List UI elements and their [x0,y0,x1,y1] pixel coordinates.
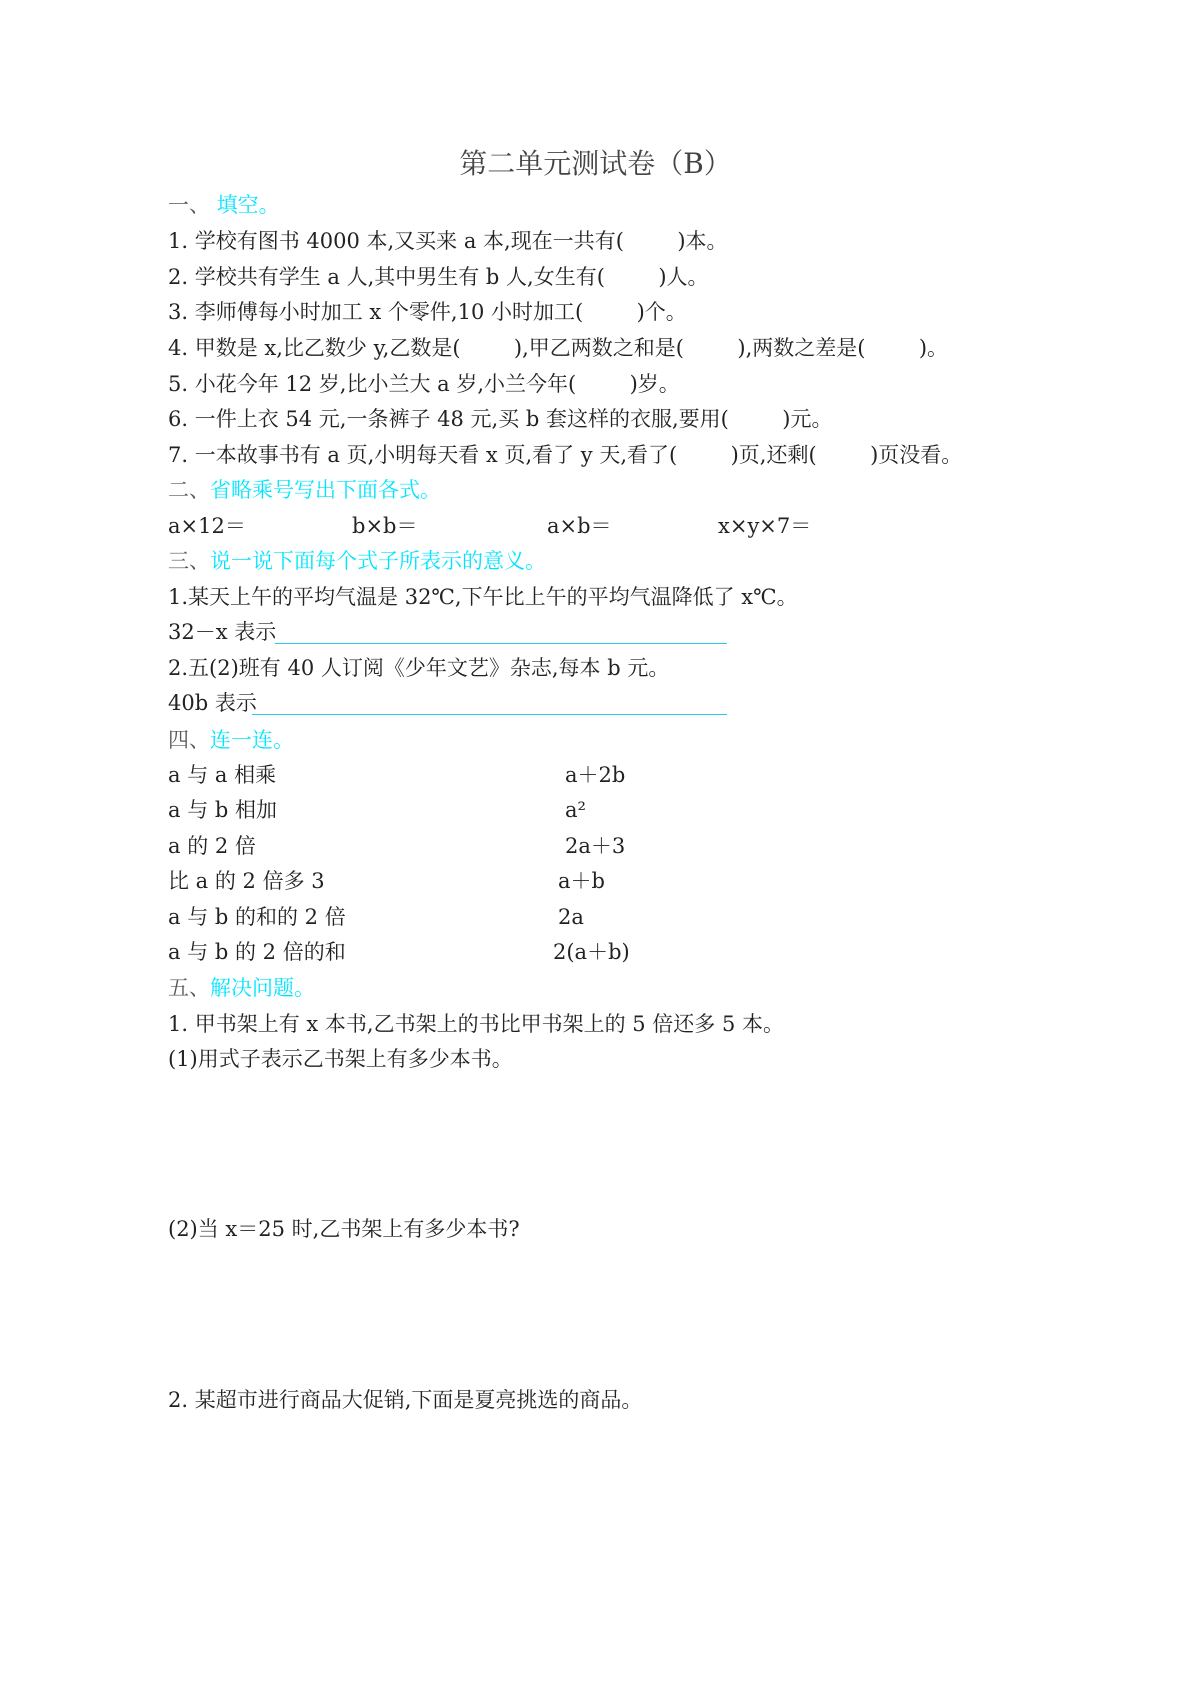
answer-line-3-2[interactable] [252,714,727,715]
expression-2: b×b＝ [352,514,418,538]
question-3-2: 2.五(2)班有 40 人订阅《少年文艺》杂志,每本 b 元。 [168,656,670,680]
question-1-6: 6. 一件上衣 54 元,一条裤子 48 元,买 b 套这样的衣服,要用( )元。 [168,407,833,431]
expression-3: a×b＝ [547,514,612,538]
question-3-1: 1.某天上午的平均气温是 32℃,下午比上午的平均气温降低了 x℃。 [168,585,798,609]
question-5-1b: (2)当 x＝25 时,乙书架上有多少本书? [168,1217,520,1241]
question-1-3: 3. 李师傅每小时加工 x 个零件,10 小时加工( )个。 [168,300,687,324]
question-5-1a: (1)用式子表示乙书架上有多少本书。 [168,1047,513,1071]
expression-1: a×12＝ [168,514,246,538]
match-left-2: a 与 b 相加 [168,798,277,822]
section-number: 三、 [168,549,210,573]
match-left-3: a 的 2 倍 [168,834,256,858]
match-left-4: 比 a 的 2 倍多 3 [168,869,325,893]
section-number: 一、 [168,193,210,217]
match-right-6: 2(a＋b) [553,940,630,964]
question-1-4: 4. 甲数是 x,比乙数少 y,乙数是( ),甲乙两数之和是( ),两数之差是( )。 [168,336,949,360]
expression-4: x×y×7＝ [718,514,812,538]
section-title: 解决问题。 [210,976,315,1000]
answer-line-3-1[interactable] [275,643,727,644]
match-left-5: a 与 b 的和的 2 倍 [168,905,346,929]
match-left-6: a 与 b 的 2 倍的和 [168,940,346,964]
section-number: 四、 [168,728,210,752]
match-right-3: 2a＋3 [565,834,626,858]
answer-label-3-1: 32－x 表示 [168,620,277,644]
page-title: 第二单元测试卷（B） [459,147,732,180]
section-title: 填空。 [216,193,280,217]
section-2-heading [168,477,441,503]
match-left-1: a 与 a 相乘 [168,763,277,787]
section-title: 连一连。 [210,728,294,752]
section-number: 二、 [168,478,210,502]
question-1-7: 7. 一本故事书有 a 页,小明每天看 x 页,看了 y 天,看了( )页,还剩( )页没看。 [168,443,963,467]
question-1-1: 1. 学校有图书 4000 本,又买来 a 本,现在一共有( )本。 [168,229,728,253]
match-right-5: 2a [558,905,584,929]
match-right-4: a＋b [558,869,605,893]
question-5-2: 2. 某超市进行商品大促销,下面是夏亮挑选的商品。 [168,1388,643,1412]
match-right-1: a＋2b [565,763,626,787]
section-title: 省略乘号写出下面各式。 [210,478,441,502]
answer-label-3-2: 40b 表示 [168,691,257,715]
question-1-2: 2. 学校共有学生 a 人,其中男生有 b 人,女生有( )人。 [168,265,709,289]
section-title: 说一说下面每个式子所表示的意义。 [210,549,546,573]
question-5-1: 1. 甲书架上有 x 本书,乙书架上的书比甲书架上的 5 倍还多 5 本。 [168,1012,785,1036]
section-3-heading [168,548,546,574]
section-number: 五、 [168,976,210,1000]
section-1-heading [168,192,280,218]
match-right-2: a² [565,798,586,822]
question-1-5: 5. 小花今年 12 岁,比小兰大 a 岁,小兰今年( )岁。 [168,372,680,396]
section-5-heading [168,975,315,1001]
section-4-heading [168,727,294,753]
